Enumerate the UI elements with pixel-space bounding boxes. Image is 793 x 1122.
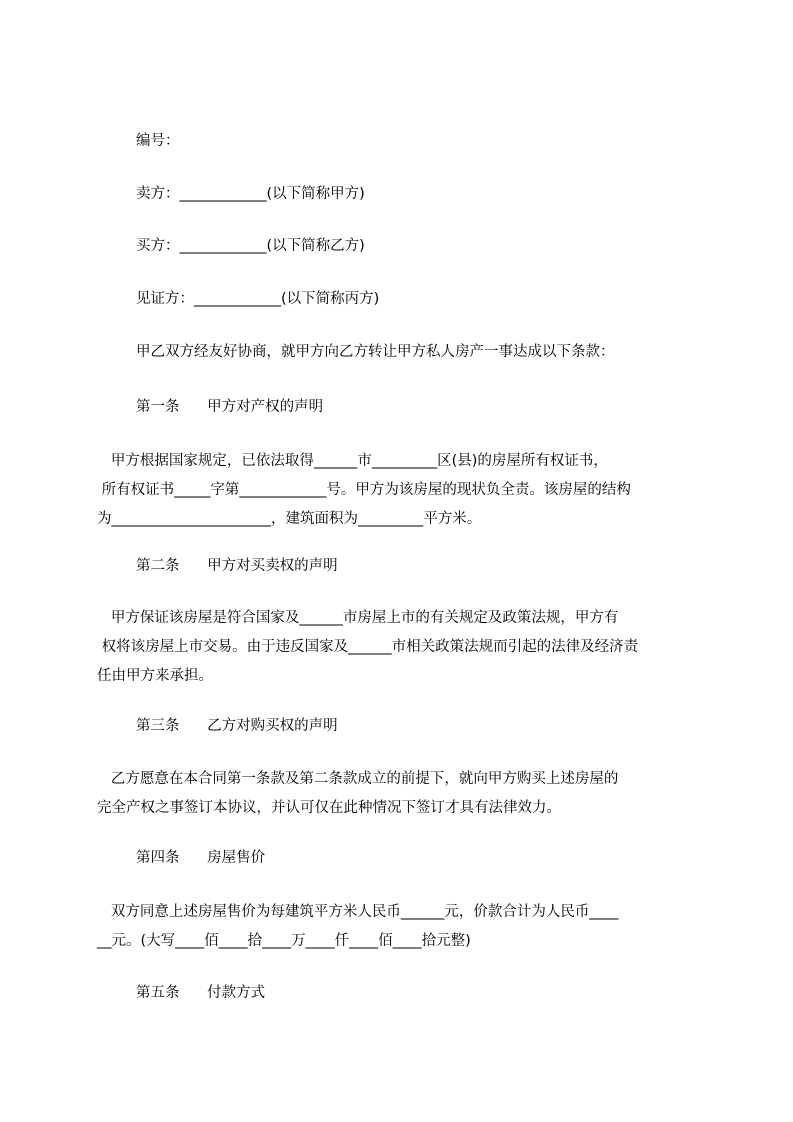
article-2-line-2: 权将该房屋上市交易。由于违反国家及______市相关政策法规而引起的法律及经济责 — [97, 639, 639, 655]
article-3-line-1: 乙方愿意在本合同第一条款及第二条款成立的前提下，就向甲方购买上述房屋的 — [97, 771, 619, 787]
article-3-heading: 第三条 乙方对购买权的声明 — [136, 718, 338, 734]
article-4-body — [97, 898, 702, 956]
article-1-heading: 第一条 甲方对产权的声明 — [136, 399, 324, 415]
article-4-line-2: __元。(大写____佰____拾____万____仟____佰____拾元整) — [97, 933, 471, 949]
article-4-line-1: 双方同意上述房屋售价为每建筑平方米人民币______元，价款合计为人民币____ — [97, 904, 619, 920]
article-3-line-2: 完全产权之事签订本协议，并认可仅在此种情况下签订才具有法律效力。 — [97, 800, 561, 816]
article-1-line-1: 甲方根据国家规定，已依法取得______市_________区(县)的房屋所有权证书， — [97, 453, 608, 469]
article-5-heading: 第五条 付款方式 — [136, 985, 266, 1001]
article-2-line-3: 任由甲方来承担。 — [97, 668, 213, 684]
article-1-line-3: 为______________________，建筑面积为_________平方米。 — [97, 511, 482, 527]
article-2-body — [97, 604, 702, 691]
seller-line: 卖方：____________(以下简称甲方) — [136, 186, 365, 202]
article-1-body — [97, 447, 702, 534]
contract-number-line: 编号： — [136, 133, 180, 149]
article-2-heading: 第二条 甲方对买卖权的声明 — [136, 558, 338, 574]
buyer-line: 买方：____________(以下简称乙方) — [136, 238, 365, 254]
article-1-line-2: 所有权证书_____字第____________号。甲方为该房屋的现状负全责。该房屋的结构 — [97, 482, 631, 498]
intro-line: 甲乙双方经友好协商，就甲方向乙方转让甲方私人房产一事达成以下条款： — [136, 344, 615, 360]
article-2-line-1: 甲方保证该房屋是符合国家及______市房屋上市的有关规定及政策法规，甲方有 — [97, 610, 619, 626]
witness-line: 见证方：____________(以下简称丙方) — [136, 291, 380, 307]
article-4-heading: 第四条 房屋售价 — [136, 850, 266, 866]
article-3-body — [97, 765, 702, 823]
